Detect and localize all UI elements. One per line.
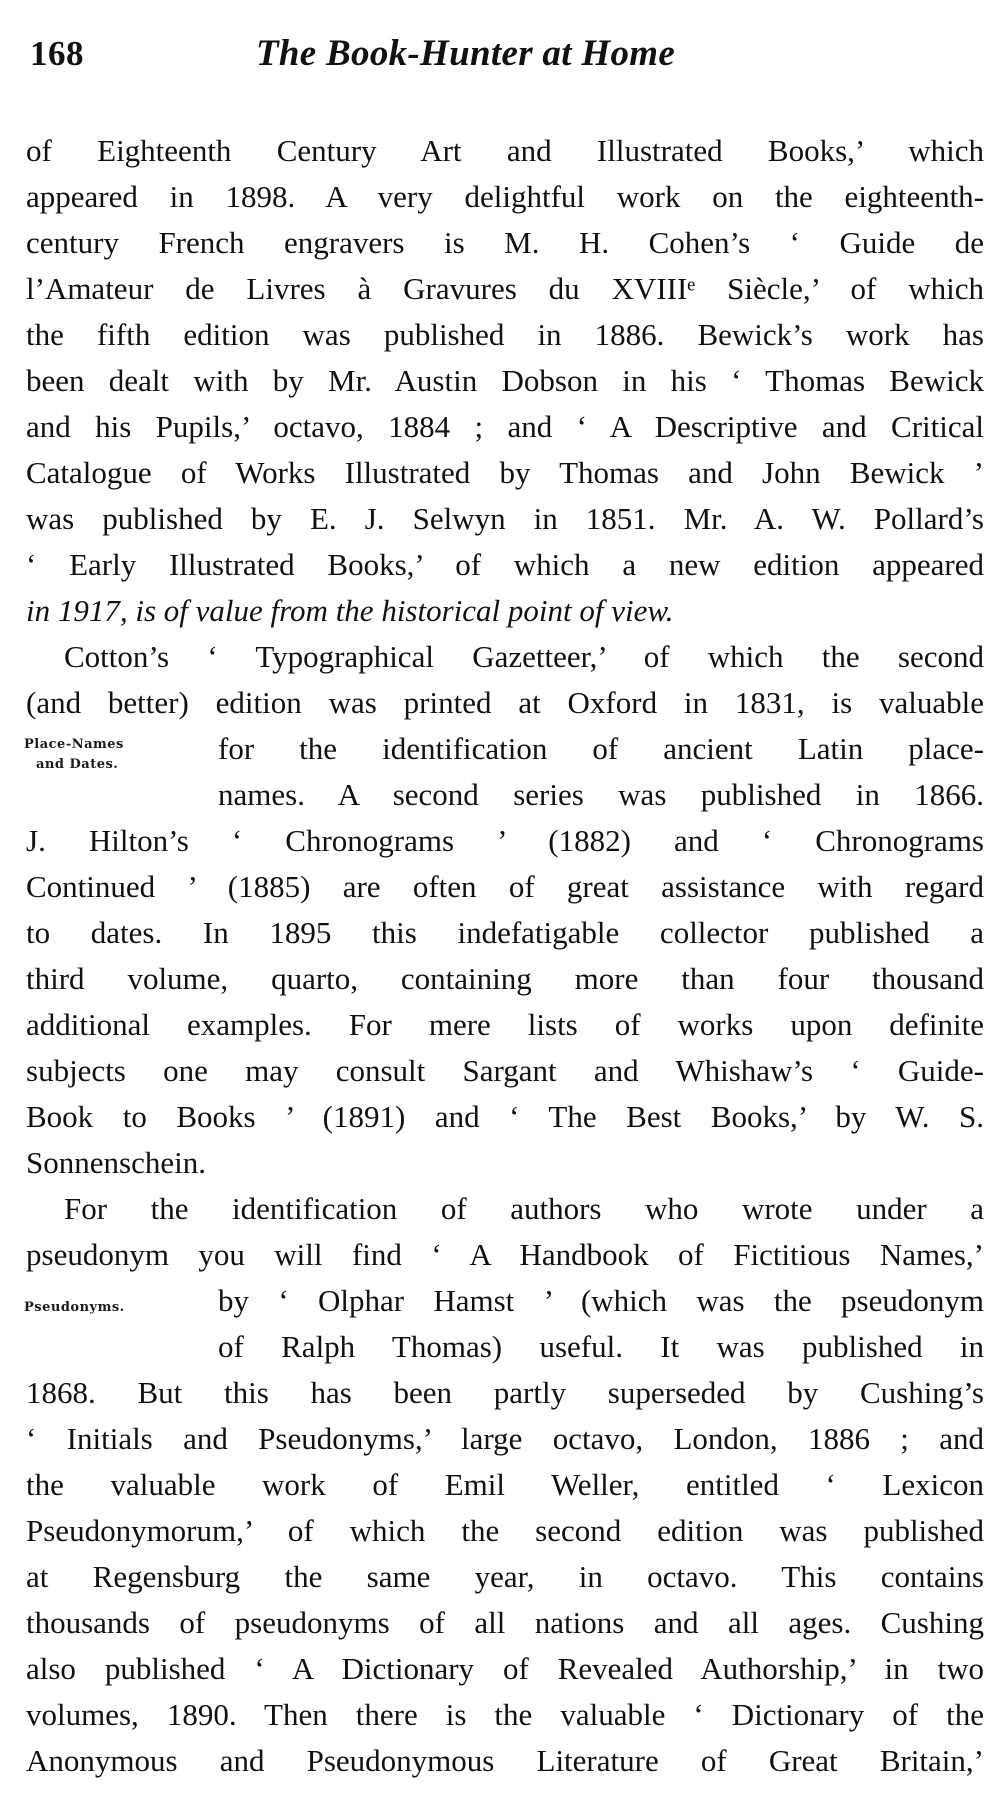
text-line: For the identification of authors who wrote under a bbox=[64, 1191, 984, 1226]
text-line: for the identification of ancient Latin place- bbox=[218, 731, 984, 766]
text-line: in 1917, is of value from the historical point of view. bbox=[26, 593, 674, 628]
text-line: also published ‘ A Dictionary of Revealed Authorship,’ in two bbox=[26, 1651, 984, 1686]
body-text bbox=[26, 128, 984, 1784]
text-line: 1868. But this has been partly superseded by Cushing’s bbox=[26, 1375, 984, 1410]
sidenote-line: Place-Names bbox=[24, 737, 124, 752]
sidenote-line: Pseudonyms. bbox=[24, 1300, 125, 1315]
text-line: century French engravers is M. H. Cohen’s ‘ Guide de bbox=[26, 225, 984, 260]
text-line: additional examples. For mere lists of works upon definite bbox=[26, 1007, 984, 1042]
text-line: and his Pupils,’ octavo, 1884 ; and ‘ A Descriptive and Critical bbox=[26, 409, 984, 444]
text-line: of Ralph Thomas) useful. It was published in bbox=[218, 1329, 984, 1364]
text-line: been dealt with by Mr. Austin Dobson in his ‘ Thomas Bewick bbox=[26, 363, 984, 398]
text-line: the valuable work of Emil Weller, entitled ‘ Lexicon bbox=[26, 1467, 984, 1502]
text-line: to dates. In 1895 this indefatigable collector published a bbox=[26, 915, 984, 950]
text-line: at Regensburg the same year, in octavo. This contains bbox=[26, 1559, 984, 1594]
text-line: J. Hilton’s ‘ Chronograms ’ (1882) and ‘ Chronograms bbox=[26, 823, 984, 858]
running-title: The Book-Hunter at Home bbox=[256, 33, 676, 74]
text-line: the fifth edition was published in 1886. Bewick’s work has bbox=[26, 317, 984, 352]
text-line: was published by E. J. Selwyn in 1851. Mr. A. W. Pollard’s bbox=[26, 501, 984, 536]
page-number: 168 bbox=[30, 34, 84, 73]
text-line: ‘ Initials and Pseudonyms,’ large octavo, London, 1886 ; and bbox=[26, 1421, 984, 1456]
page-header bbox=[26, 34, 984, 90]
text-line: third volume, quarto, containing more than four thousand bbox=[26, 961, 984, 996]
text-line: Pseudonymorum,’ of which the second edition was published bbox=[26, 1513, 984, 1548]
paragraph-1 bbox=[26, 128, 984, 634]
text-line: pseudonym you will find ‘ A Handbook of Fictitious Names,’ bbox=[26, 1237, 984, 1272]
text-line: ‘ Early Illustrated Books,’ of which a new edition appeared bbox=[26, 547, 984, 582]
text-line: l’Amateur de Livres à Gravures du XVIIIᵉ Siècle,’ of which bbox=[26, 271, 984, 306]
text-line: volumes, 1890. Then there is the valuable ‘ Dictionary of the bbox=[26, 1697, 984, 1732]
text-line: subjects one may consult Sargant and Whishaw’s ‘ Guide- bbox=[26, 1053, 984, 1088]
sidenote-line: and Dates. bbox=[36, 757, 119, 772]
text-line: Anonymous and Pseudonymous Literature of Great Britain,’ bbox=[26, 1743, 984, 1778]
text-line: Sonnenschein. bbox=[26, 1145, 206, 1180]
text-line: Continued ’ (1885) are often of great assistance with regard bbox=[26, 869, 984, 904]
text-line: thousands of pseudonyms of all nations and all ages. Cushing bbox=[26, 1605, 984, 1640]
text-line: names. A second series was published in 1866. bbox=[218, 777, 984, 812]
text-line: (and better) edition was printed at Oxford in 1831, is valuable bbox=[26, 685, 984, 720]
text-line: Catalogue of Works Illustrated by Thomas and John Bewick ’ bbox=[26, 455, 984, 490]
text-line: appeared in 1898. A very delightful work on the eighteenth- bbox=[26, 179, 984, 214]
text-line: Cotton’s ‘ Typographical Gazetteer,’ of which the second bbox=[64, 639, 984, 674]
paragraph-3 bbox=[26, 1186, 984, 1784]
text-line: of Eighteenth Century Art and Illustrated Books,’ which bbox=[26, 133, 984, 168]
text-line: Book to Books ’ (1891) and ‘ The Best Books,’ by W. S. bbox=[26, 1099, 984, 1134]
text-line: by ‘ Olphar Hamst ’ (which was the pseudonym bbox=[218, 1283, 984, 1318]
paragraph-2 bbox=[26, 634, 984, 1186]
sidenote-place-names bbox=[24, 735, 124, 775]
sidenote-pseudonyms bbox=[24, 1298, 125, 1318]
